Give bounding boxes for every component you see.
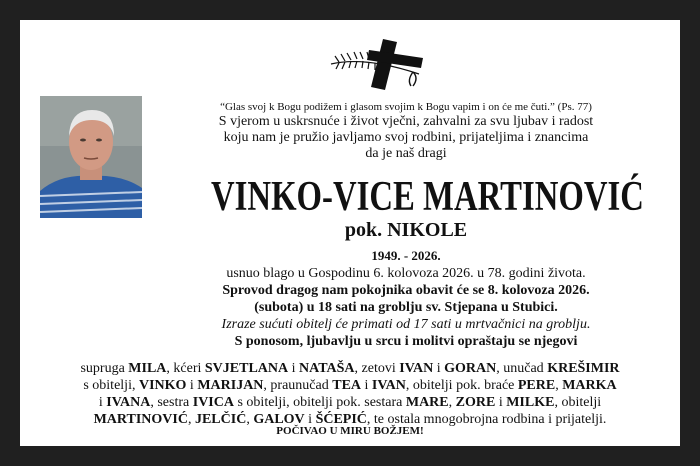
obituary-card [20, 20, 680, 446]
mourners-text: , unučad [496, 361, 548, 376]
mourner-name: GORAN [444, 361, 497, 376]
mourners-text: , obitelji [554, 395, 602, 410]
mourners-text: , praunučad [263, 378, 333, 393]
mourner-name: JELČIĆ [194, 412, 247, 427]
mourner-name: MILKE [506, 395, 555, 410]
funeral-line: (subota) u 18 sati na groblju sv. Stjepana u Stubici. [254, 300, 558, 315]
mourners-text: , te ostala mnogobrojna rodbina i prijatelji. [366, 412, 607, 427]
mourner-name: ZORE [455, 395, 496, 410]
mourners-text: , kćeri [166, 361, 205, 376]
funeral-line: Sprovod dragog nam pokojnika obavit će se 8. kolovoza 2026. [222, 283, 590, 298]
mourners-line [40, 377, 660, 394]
closing-line: POČIVAO U MIRU BOŽJEM! [276, 425, 424, 437]
mourners-text: i [98, 395, 107, 410]
psalm-quote: “Glas svoj k Bogu podižem i glasom svojim k Bogu vapim i on će me čuti.” (Ps. 77) [220, 101, 592, 113]
mourner-name: MARTINOVIĆ [93, 412, 188, 427]
mourners-text: i [495, 395, 507, 410]
cross-with-palm-icon [325, 34, 425, 94]
mourners-text: , [246, 412, 254, 427]
deceased-name: VINKO-VICE MARTINOVIĆ [211, 174, 644, 220]
mourner-name: MARKA [562, 378, 617, 393]
mourners-text: , zetovi [354, 361, 400, 376]
mourners-text: s obitelji, obitelji pok. sestara [233, 395, 406, 410]
mourners-text: , obitelji pok. braće [405, 378, 518, 393]
condolences-line: Izraze sućuti obitelj će primati od 17 sati u mrtvačnici na groblju. [221, 317, 591, 332]
mourners-list [40, 360, 660, 428]
mourners-text: i [304, 412, 316, 427]
mourner-name: SVJETLANA [204, 361, 289, 376]
mourner-name: MILA [128, 361, 167, 376]
mourners-text: i [186, 378, 198, 393]
life-years: 1949. - 2026. [371, 248, 441, 263]
intro-line: da je naš dragi [365, 146, 447, 161]
mourner-name: NATAŠA [299, 361, 355, 376]
mourner-name: MARIJAN [197, 378, 264, 393]
announcement-text [156, 265, 656, 350]
mourner-name: TEA [332, 378, 362, 393]
mourners-line [40, 360, 660, 377]
mourner-name: VINKO [138, 378, 187, 393]
mourners-text: i [361, 378, 372, 393]
mourners-text: supruga [80, 361, 129, 376]
mourners-text: i [288, 361, 300, 376]
intro-text [156, 114, 656, 162]
mourner-name: IVAN [371, 378, 406, 393]
mourner-name: MARE [405, 395, 449, 410]
mourner-name: IVANA [106, 395, 151, 410]
father-name: pok. NIKOLE [344, 219, 468, 241]
mourner-name: ŠĆEPIĆ [315, 412, 367, 427]
mourners-text: , [555, 378, 563, 393]
mourner-name: IVICA [192, 395, 234, 410]
farewell-line: S ponosom, ljubavlju u srcu i molitvi opraštaju se njegovi [234, 334, 578, 349]
mourners-text: , [448, 395, 456, 410]
mourners-text: , sestra [150, 395, 193, 410]
mourners-text: , [187, 412, 195, 427]
passed-line: usnuo blago u Gospodinu 6. kolovoza 2026. u 78. godini života. [226, 266, 586, 281]
mourner-name: IVAN [399, 361, 434, 376]
deceased-portrait [40, 96, 142, 218]
mourner-name: GALOV [253, 412, 305, 427]
mourner-name: PERE [517, 378, 556, 393]
mourners-line [40, 394, 660, 411]
mourner-name: KREŠIMIR [547, 361, 620, 376]
mourners-text: i [433, 361, 445, 376]
intro-line: S vjerom u uskrsnuće i život vječni, zahvalni za svu ljubav i radost [218, 114, 594, 129]
mourners-text: s obitelji, [83, 378, 139, 393]
intro-line: koju nam je pružio javljamo svoj rodbini, prijateljima i znancima [223, 130, 589, 145]
